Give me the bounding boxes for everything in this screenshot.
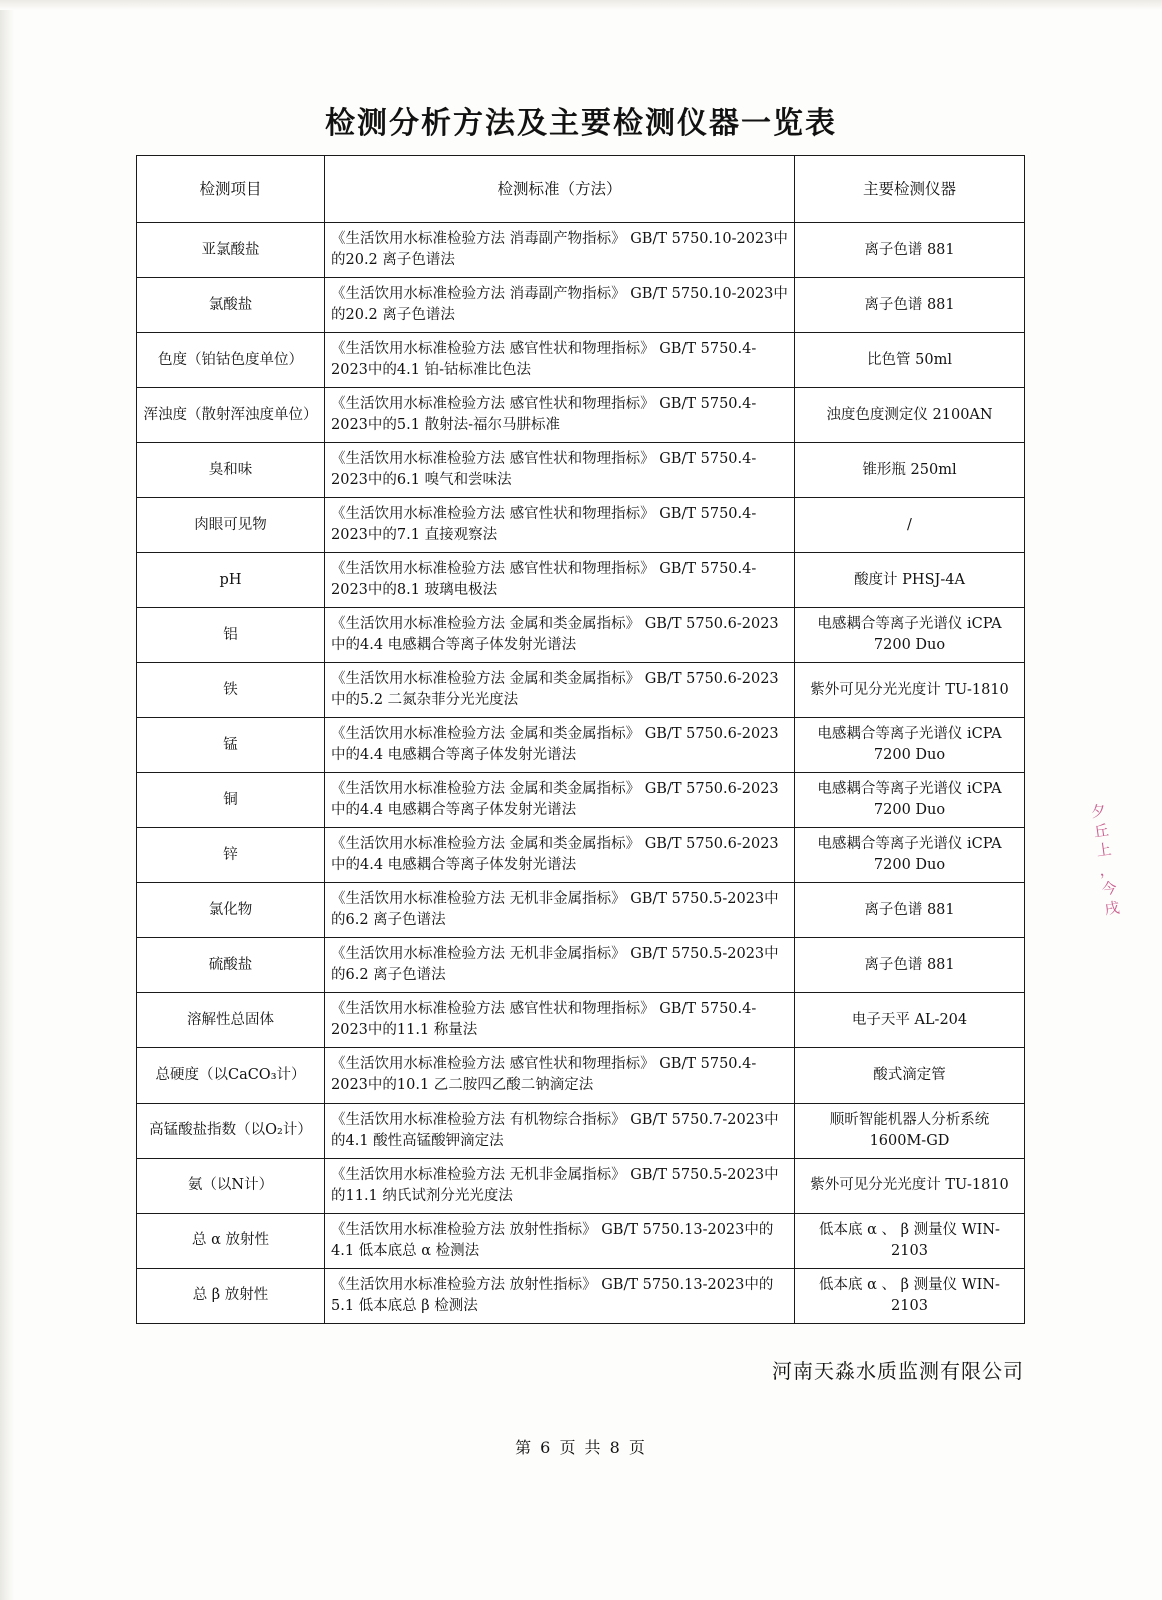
cell-instrument: 紫外可见分光光度计 TU-1810 xyxy=(795,663,1025,718)
cell-item: 高锰酸盐指数（以O₂计） xyxy=(137,1103,325,1158)
table-row xyxy=(137,773,1025,828)
handwritten-annotation xyxy=(1090,798,1150,952)
cell-instrument: 电感耦合等离子光谱仪 iCPA 7200 Duo xyxy=(795,773,1025,828)
cell-instrument: / xyxy=(795,498,1025,553)
table-row xyxy=(137,993,1025,1048)
cell-instrument: 离子色谱 881 xyxy=(795,883,1025,938)
cell-standard: 《生活饮用水标准检验方法 感官性状和物理指标》 GB/T 5750.4-2023中的7.1 直接观察法 xyxy=(325,498,795,553)
cell-item: 锰 xyxy=(137,718,325,773)
column-header-instrument: 主要检测仪器 xyxy=(795,156,1025,223)
table-row xyxy=(137,388,1025,443)
cell-standard: 《生活饮用水标准检验方法 消毒副产物指标》 GB/T 5750.10-2023中的20.2 离子色谱法 xyxy=(325,278,795,333)
cell-instrument: 电感耦合等离子光谱仪 iCPA 7200 Duo xyxy=(795,718,1025,773)
cell-item: 总硬度（以CaCO₃计） xyxy=(137,1048,325,1103)
cell-item: 氯化物 xyxy=(137,883,325,938)
cell-instrument: 电感耦合等离子光谱仪 iCPA 7200 Duo xyxy=(795,608,1025,663)
table-row xyxy=(137,938,1025,993)
cell-standard: 《生活饮用水标准检验方法 金属和类金属指标》 GB/T 5750.6-2023中的5.2 二氮杂菲分光光度法 xyxy=(325,663,795,718)
cell-instrument: 电子天平 AL-204 xyxy=(795,993,1025,1048)
cell-standard: 《生活饮用水标准检验方法 消毒副产物指标》 GB/T 5750.10-2023中的20.2 离子色谱法 xyxy=(325,223,795,278)
cell-standard: 《生活饮用水标准检验方法 金属和类金属指标》 GB/T 5750.6-2023中的4.4 电感耦合等离子体发射光谱法 xyxy=(325,718,795,773)
column-header-item: 检测项目 xyxy=(137,156,325,223)
cell-standard: 《生活饮用水标准检验方法 感官性状和物理指标》 GB/T 5750.4-2023中的5.1 散射法-福尔马肼标准 xyxy=(325,388,795,443)
table-row xyxy=(137,883,1025,938)
cell-standard: 《生活饮用水标准检验方法 感官性状和物理指标》 GB/T 5750.4-2023中的8.1 玻璃电极法 xyxy=(325,553,795,608)
handwritten-char: ， xyxy=(1097,859,1116,880)
table-row xyxy=(137,718,1025,773)
cell-instrument: 电感耦合等离子光谱仪 iCPA 7200 Duo xyxy=(795,828,1025,883)
cell-standard: 《生活饮用水标准检验方法 金属和类金属指标》 GB/T 5750.6-2023中的4.4 电感耦合等离子体发射光谱法 xyxy=(325,608,795,663)
cell-item: 铝 xyxy=(137,608,325,663)
table-row xyxy=(137,1268,1025,1323)
handwritten-char: 戌 xyxy=(1103,897,1121,918)
cell-standard: 《生活饮用水标准检验方法 金属和类金属指标》 GB/T 5750.6-2023中的4.4 电感耦合等离子体发射光谱法 xyxy=(325,773,795,828)
cell-instrument: 低本底 α 、 β 测量仪 WIN-2103 xyxy=(795,1268,1025,1323)
table-row xyxy=(137,1213,1025,1268)
company-name: 河南天淼水质监测有限公司 xyxy=(772,1359,1024,1383)
table-row xyxy=(137,333,1025,388)
cell-standard: 《生活饮用水标准检验方法 放射性指标》 GB/T 5750.13-2023中的4.1 低本底总 α 检测法 xyxy=(325,1213,795,1268)
table-row xyxy=(137,498,1025,553)
cell-instrument: 离子色谱 881 xyxy=(795,223,1025,278)
cell-instrument: 离子色谱 881 xyxy=(795,278,1025,333)
handwritten-char: 上 xyxy=(1095,840,1113,860)
cell-item: 铜 xyxy=(137,773,325,828)
cell-item: 总 β 放射性 xyxy=(137,1268,325,1323)
cell-instrument: 离子色谱 881 xyxy=(795,938,1025,993)
page-title: 检测分析方法及主要检测仪器一览表 xyxy=(325,106,837,141)
cell-item: 氯酸盐 xyxy=(137,278,325,333)
table-row xyxy=(137,608,1025,663)
table-row xyxy=(137,1048,1025,1103)
cell-instrument: 酸度计 PHSJ-4A xyxy=(795,553,1025,608)
cell-item: 锌 xyxy=(137,828,325,883)
scan-edge-top xyxy=(0,0,1162,10)
cell-instrument: 酸式滴定管 xyxy=(795,1048,1025,1103)
table-row xyxy=(137,278,1025,333)
table-row xyxy=(137,828,1025,883)
cell-instrument: 浊度色度测定仪 2100AN xyxy=(795,388,1025,443)
cell-item: 硫酸盐 xyxy=(137,938,325,993)
methods-instruments-table xyxy=(136,155,1025,1324)
cell-instrument: 锥形瓶 250ml xyxy=(795,443,1025,498)
table-row xyxy=(137,1103,1025,1158)
cell-instrument: 比色管 50ml xyxy=(795,333,1025,388)
cell-standard: 《生活饮用水标准检验方法 感官性状和物理指标》 GB/T 5750.4-2023中的6.1 嗅气和尝味法 xyxy=(325,443,795,498)
cell-standard: 《生活饮用水标准检验方法 无机非金属指标》 GB/T 5750.5-2023中的11.1 纳氏试剂分光光度法 xyxy=(325,1158,795,1213)
cell-item: 溶解性总固体 xyxy=(137,993,325,1048)
cell-item: 浑浊度（散射浑浊度单位） xyxy=(137,388,325,443)
cell-standard: 《生活饮用水标准检验方法 感官性状和物理指标》 GB/T 5750.4-2023中的10.1 乙二胺四乙酸二钠滴定法 xyxy=(325,1048,795,1103)
cell-item: pH xyxy=(137,553,325,608)
cell-standard: 《生活饮用水标准检验方法 放射性指标》 GB/T 5750.13-2023中的5.1 低本底总 β 检测法 xyxy=(325,1268,795,1323)
cell-instrument: 顺昕智能机器人分析系统 1600M-GD xyxy=(795,1103,1025,1158)
handwritten-char: 夕 xyxy=(1089,801,1108,822)
table-body xyxy=(137,223,1025,1324)
page-footer: 第 6 页 共 8 页 xyxy=(515,1438,647,1457)
cell-item: 臭和味 xyxy=(137,443,325,498)
cell-item: 总 α 放射性 xyxy=(137,1213,325,1268)
cell-standard: 《生活饮用水标准检验方法 金属和类金属指标》 GB/T 5750.6-2023中的4.4 电感耦合等离子体发射光谱法 xyxy=(325,828,795,883)
table-row xyxy=(137,663,1025,718)
handwritten-char: 今 xyxy=(1100,878,1118,899)
table-row xyxy=(137,443,1025,498)
cell-item: 氨（以N计） xyxy=(137,1158,325,1213)
table-header-row xyxy=(137,156,1025,223)
cell-instrument: 紫外可见分光光度计 TU-1810 xyxy=(795,1158,1025,1213)
cell-instrument: 低本底 α 、 β 测量仪 WIN-2103 xyxy=(795,1213,1025,1268)
cell-item: 亚氯酸盐 xyxy=(137,223,325,278)
table-row xyxy=(137,223,1025,278)
cell-item: 色度（铂钴色度单位） xyxy=(137,333,325,388)
cell-item: 肉眼可见物 xyxy=(137,498,325,553)
cell-standard: 《生活饮用水标准检验方法 无机非金属指标》 GB/T 5750.5-2023中的6.2 离子色谱法 xyxy=(325,938,795,993)
cell-standard: 《生活饮用水标准检验方法 无机非金属指标》 GB/T 5750.5-2023中的6.2 离子色谱法 xyxy=(325,883,795,938)
cell-standard: 《生活饮用水标准检验方法 感官性状和物理指标》 GB/T 5750.4-2023中的4.1 铂-钴标准比色法 xyxy=(325,333,795,388)
cell-standard: 《生活饮用水标准检验方法 有机物综合指标》 GB/T 5750.7-2023中的4.1 酸性高锰酸钾滴定法 xyxy=(325,1103,795,1158)
table-row xyxy=(137,553,1025,608)
table-row xyxy=(137,1158,1025,1213)
cell-standard: 《生活饮用水标准检验方法 感官性状和物理指标》 GB/T 5750.4-2023中的11.1 称量法 xyxy=(325,993,795,1048)
scan-edge-left xyxy=(0,0,14,1600)
column-header-standard: 检测标准（方法） xyxy=(325,156,795,223)
cell-item: 铁 xyxy=(137,663,325,718)
handwritten-char: 丘 xyxy=(1092,820,1110,841)
